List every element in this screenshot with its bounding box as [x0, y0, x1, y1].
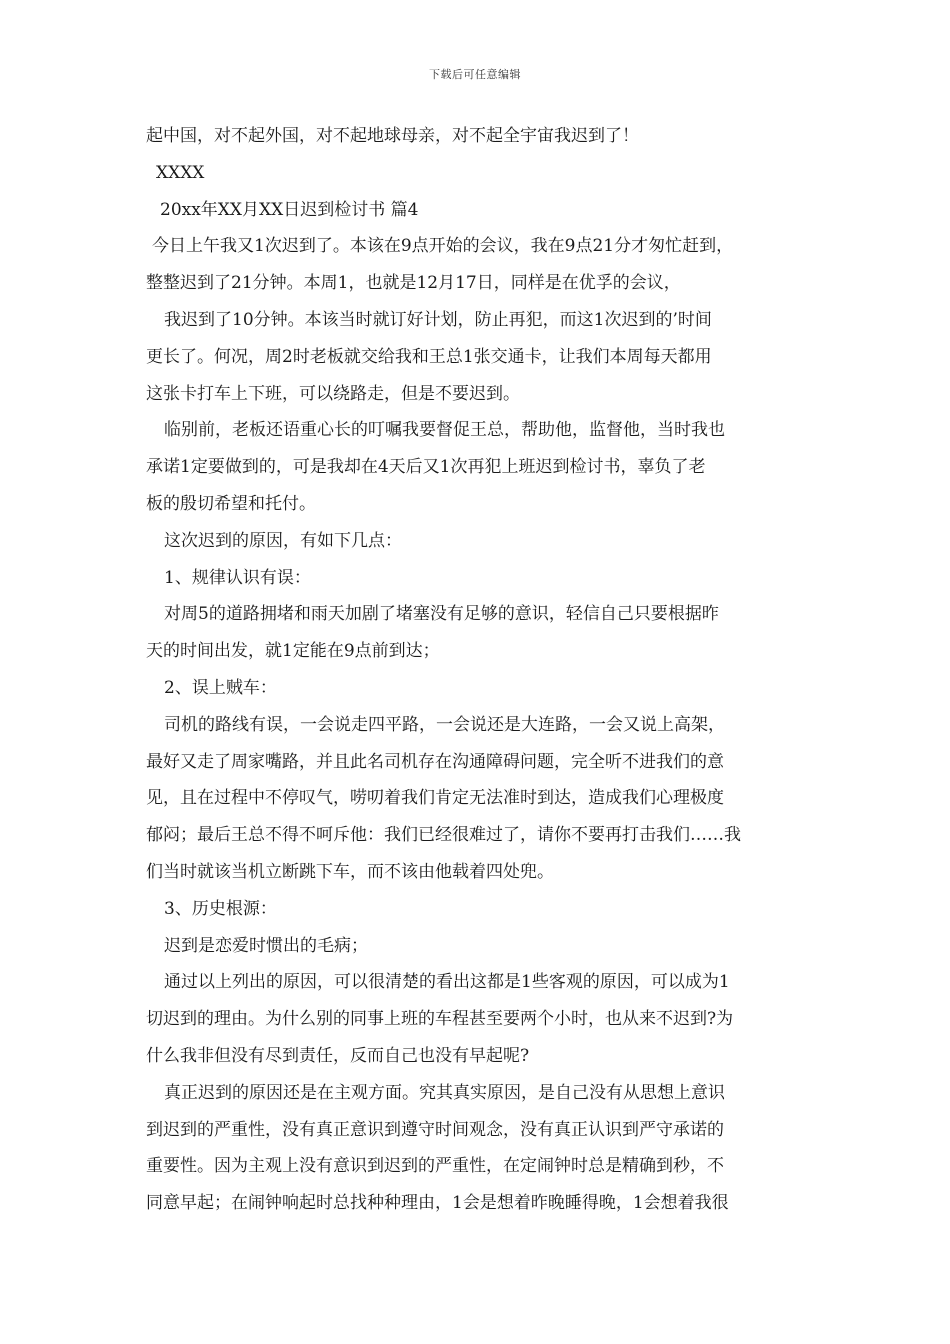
text-line: 我迟到了10分钟。本该当时就订好计划，防止再犯，而这1次迟到的’时间: [164, 309, 712, 330]
text-line: 对周5的道路拥堵和雨天加剧了堵塞没有足够的意识，轻信自己只要根据昨: [164, 604, 719, 625]
text-line: 起中国，对不起外国，对不起地球母亲，对不起全宇宙我迟到了！: [146, 126, 639, 146]
text-line: 整整迟到了21分钟。本周1，也就是12月17日，同样是在优孚的会议，: [146, 273, 681, 294]
text-line: 承诺1定要做到的，可是我却在4天后又1次再犯上班迟到检讨书，辜负了老: [146, 457, 706, 478]
text-line: 切迟到的理由。为什么别的同事上班的车程甚至要两个小时，也从来不迟到?为: [146, 1009, 734, 1030]
text-line: XXXX: [156, 162, 205, 183]
text-line: 20xx年XX月XX日迟到检讨书 篇4: [160, 199, 419, 220]
text-line: 通过以上列出的原因，可以很清楚的看出这都是1些客观的原因，可以成为1: [164, 972, 730, 993]
text-line: 真正迟到的原因还是在主观方面。究其真实原因，是自己没有从思想上意识: [164, 1082, 725, 1103]
text-line: 到迟到的严重性，没有真正意识到遵守时间观念，没有真正认识到严守承诺的: [146, 1119, 724, 1140]
text-line: 这张卡打车上下班，可以绕路走，但是不要迟到。: [146, 383, 520, 404]
text-line: 1、规律认识有误：: [164, 567, 311, 588]
page-header: 下载后可任意编辑: [429, 68, 521, 81]
text-line: 郁闷；最后王总不得不呵斥他：我们已经很难过了，请你不要再打击我们……我: [146, 825, 741, 846]
text-line: 迟到是恋爱时惯出的毛病；: [164, 935, 368, 956]
text-line: 见，且在过程中不停叹气，唠叨着我们肯定无法准时到达，造成我们心理极度: [146, 788, 724, 809]
text-line: 今日上午我又1次迟到了。本该在9点开始的会议，我在9点21分才匆忙赶到，: [152, 236, 734, 257]
document-body: [146, 118, 806, 1222]
text-line: 3、历史根源：: [164, 898, 277, 919]
text-line: 2、误上贼车：: [164, 677, 277, 698]
text-line: 临别前，老板还语重心长的叮嘱我要督促王总，帮助他，监督他，当时我也: [164, 420, 725, 441]
text-line: 天的时间出发，就1定能在9点前到达；: [146, 641, 440, 662]
text-line: 更长了。何况，周2时老板就交给我和王总1张交通卡，让我们本周每天都用: [146, 346, 712, 367]
text-line: 们当时就该当机立断跳下车，而不该由他载着四处兜。: [146, 861, 554, 882]
text-line: 什么我非但没有尽到责任，反而自己也没有早起呢?: [146, 1045, 530, 1066]
text-line: 这次迟到的原因，有如下几点：: [164, 530, 402, 551]
text-line: 最好又走了周家嘴路，并且此名司机存在沟通障碍问题，完全听不进我们的意: [146, 751, 724, 772]
text-line: 板的殷切希望和托付。: [146, 493, 316, 514]
text-line: 同意早起；在闹钟响起时总找种种理由，1会是想着昨晚睡得晚，1会想着我很: [146, 1193, 729, 1214]
text-line: 重要性。因为主观上没有意识到迟到的严重性，在定闹钟时总是精确到秒，不: [146, 1156, 724, 1177]
text-line: 司机的路线有误，一会说走四平路，一会说还是大连路，一会又说上高架，: [164, 714, 725, 735]
